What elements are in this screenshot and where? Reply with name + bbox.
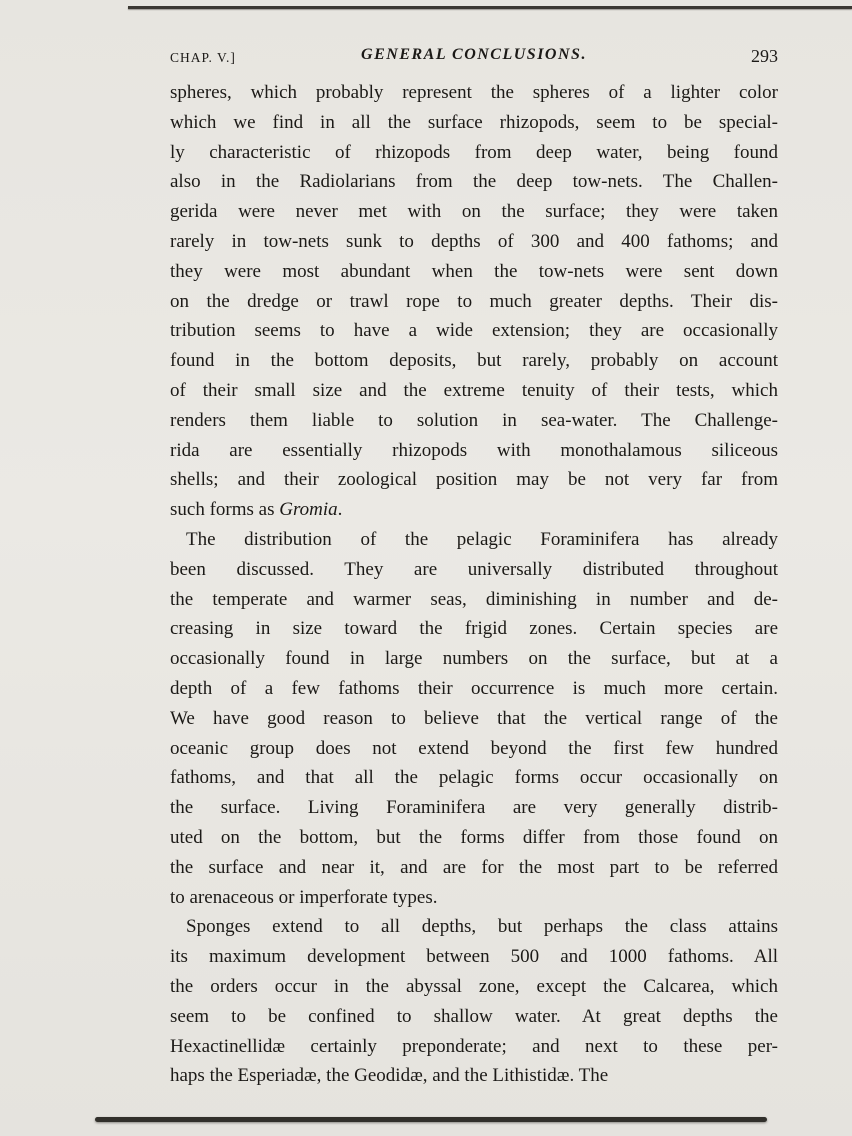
text-line: fathoms, and that all the pelagic forms occur occasionally on: [170, 767, 778, 789]
text-line: depth of a few fathoms their occurrence is much more certain.: [170, 677, 778, 699]
text-line: on the dredge or trawl rope to much greater depths. Their dis-: [170, 290, 778, 312]
scan-artifact-top-edge: [128, 6, 852, 9]
text-line: The distribution of the pelagic Foraminifera has already: [186, 528, 778, 550]
paragraph: [170, 912, 778, 1091]
text-line: shells; and their zoological position may be not very far from: [170, 469, 778, 491]
text-line: Sponges extend to all depths, but perhaps the class attains: [186, 916, 778, 938]
text-line: been discussed. They are universally distributed throughout: [170, 558, 778, 580]
text-line: gerida were never met with on the surface; they were taken: [170, 201, 778, 223]
text-line: spheres, which probably represent the spheres of a lighter color: [170, 82, 778, 103]
text-line: ly characteristic of rhizopods from deep water, being found: [170, 141, 778, 163]
text-line: We have good reason to believe that the vertical range of the: [170, 707, 778, 729]
body-text: [170, 78, 778, 1091]
running-title: GENERAL CONCLUSIONS.: [361, 46, 587, 63]
running-head: [170, 46, 778, 68]
text-segment: .: [337, 499, 343, 521]
text-line: occasionally found in large numbers on the surface, but at a: [170, 648, 778, 670]
paragraph: [170, 78, 778, 525]
text-line: renders them liable to solution in sea-water. The Challenge-: [170, 409, 778, 431]
chapter-label: CHAP. V.]: [170, 50, 236, 65]
text-line: of their small size and the extreme tenuity of their tests, which: [170, 379, 778, 401]
text-line: also in the Radiolarians from the deep tow-nets. The Challen-: [170, 171, 778, 193]
text-line: rida are essentially rhizopods with monothalamous siliceous: [170, 439, 778, 461]
text-line: they were most abundant when the tow-nets were sent down: [170, 260, 778, 282]
text-line: rarely in tow-nets sunk to depths of 300 and 400 fathoms; and: [170, 230, 778, 252]
text-line: creasing in size toward the frigid zones. Certain species are: [170, 618, 778, 640]
text-line: [170, 495, 778, 525]
text-line: its maximum development between 500 and 1000 fathoms. All: [170, 946, 778, 968]
text-line: the surface and near it, and are for the most part to be referred: [170, 856, 778, 878]
text-line: uted on the bottom, but the forms differ from those found on: [170, 826, 778, 848]
text-line: the temperate and warmer seas, diminishing in number and de-: [170, 588, 778, 610]
text-line: the orders occur in the abyssal zone, except the Calcarea, which: [170, 975, 778, 997]
page-content: [170, 46, 778, 1091]
scan-artifact-bottom-edge: [95, 1117, 767, 1122]
text-line: Hexactinellidæ certainly preponderate; and next to these per-: [170, 1035, 778, 1057]
text-line: the surface. Living Foraminifera are very generally distrib-: [170, 797, 778, 819]
text-line: oceanic group does not extend beyond the first few hundred: [170, 737, 778, 759]
text-line: found in the bottom deposits, but rarely, probably on account: [170, 350, 778, 372]
text-line: to arenaceous or imperforate types.: [170, 886, 438, 908]
page-number: 293: [751, 46, 778, 66]
text-line: haps the Esperiadæ, the Geodidæ, and the Lithistidæ. The: [170, 1065, 609, 1087]
text-line: tribution seems to have a wide extension; they are occasionally: [170, 320, 778, 342]
text-line: seem to be confined to shallow water. At great depths the: [170, 1005, 778, 1027]
text-segment: such forms as: [170, 499, 280, 521]
italic-term: Gromia: [279, 499, 338, 521]
paragraph: [170, 525, 778, 912]
text-line: which we find in all the surface rhizopods, seem to be special-: [170, 111, 778, 133]
